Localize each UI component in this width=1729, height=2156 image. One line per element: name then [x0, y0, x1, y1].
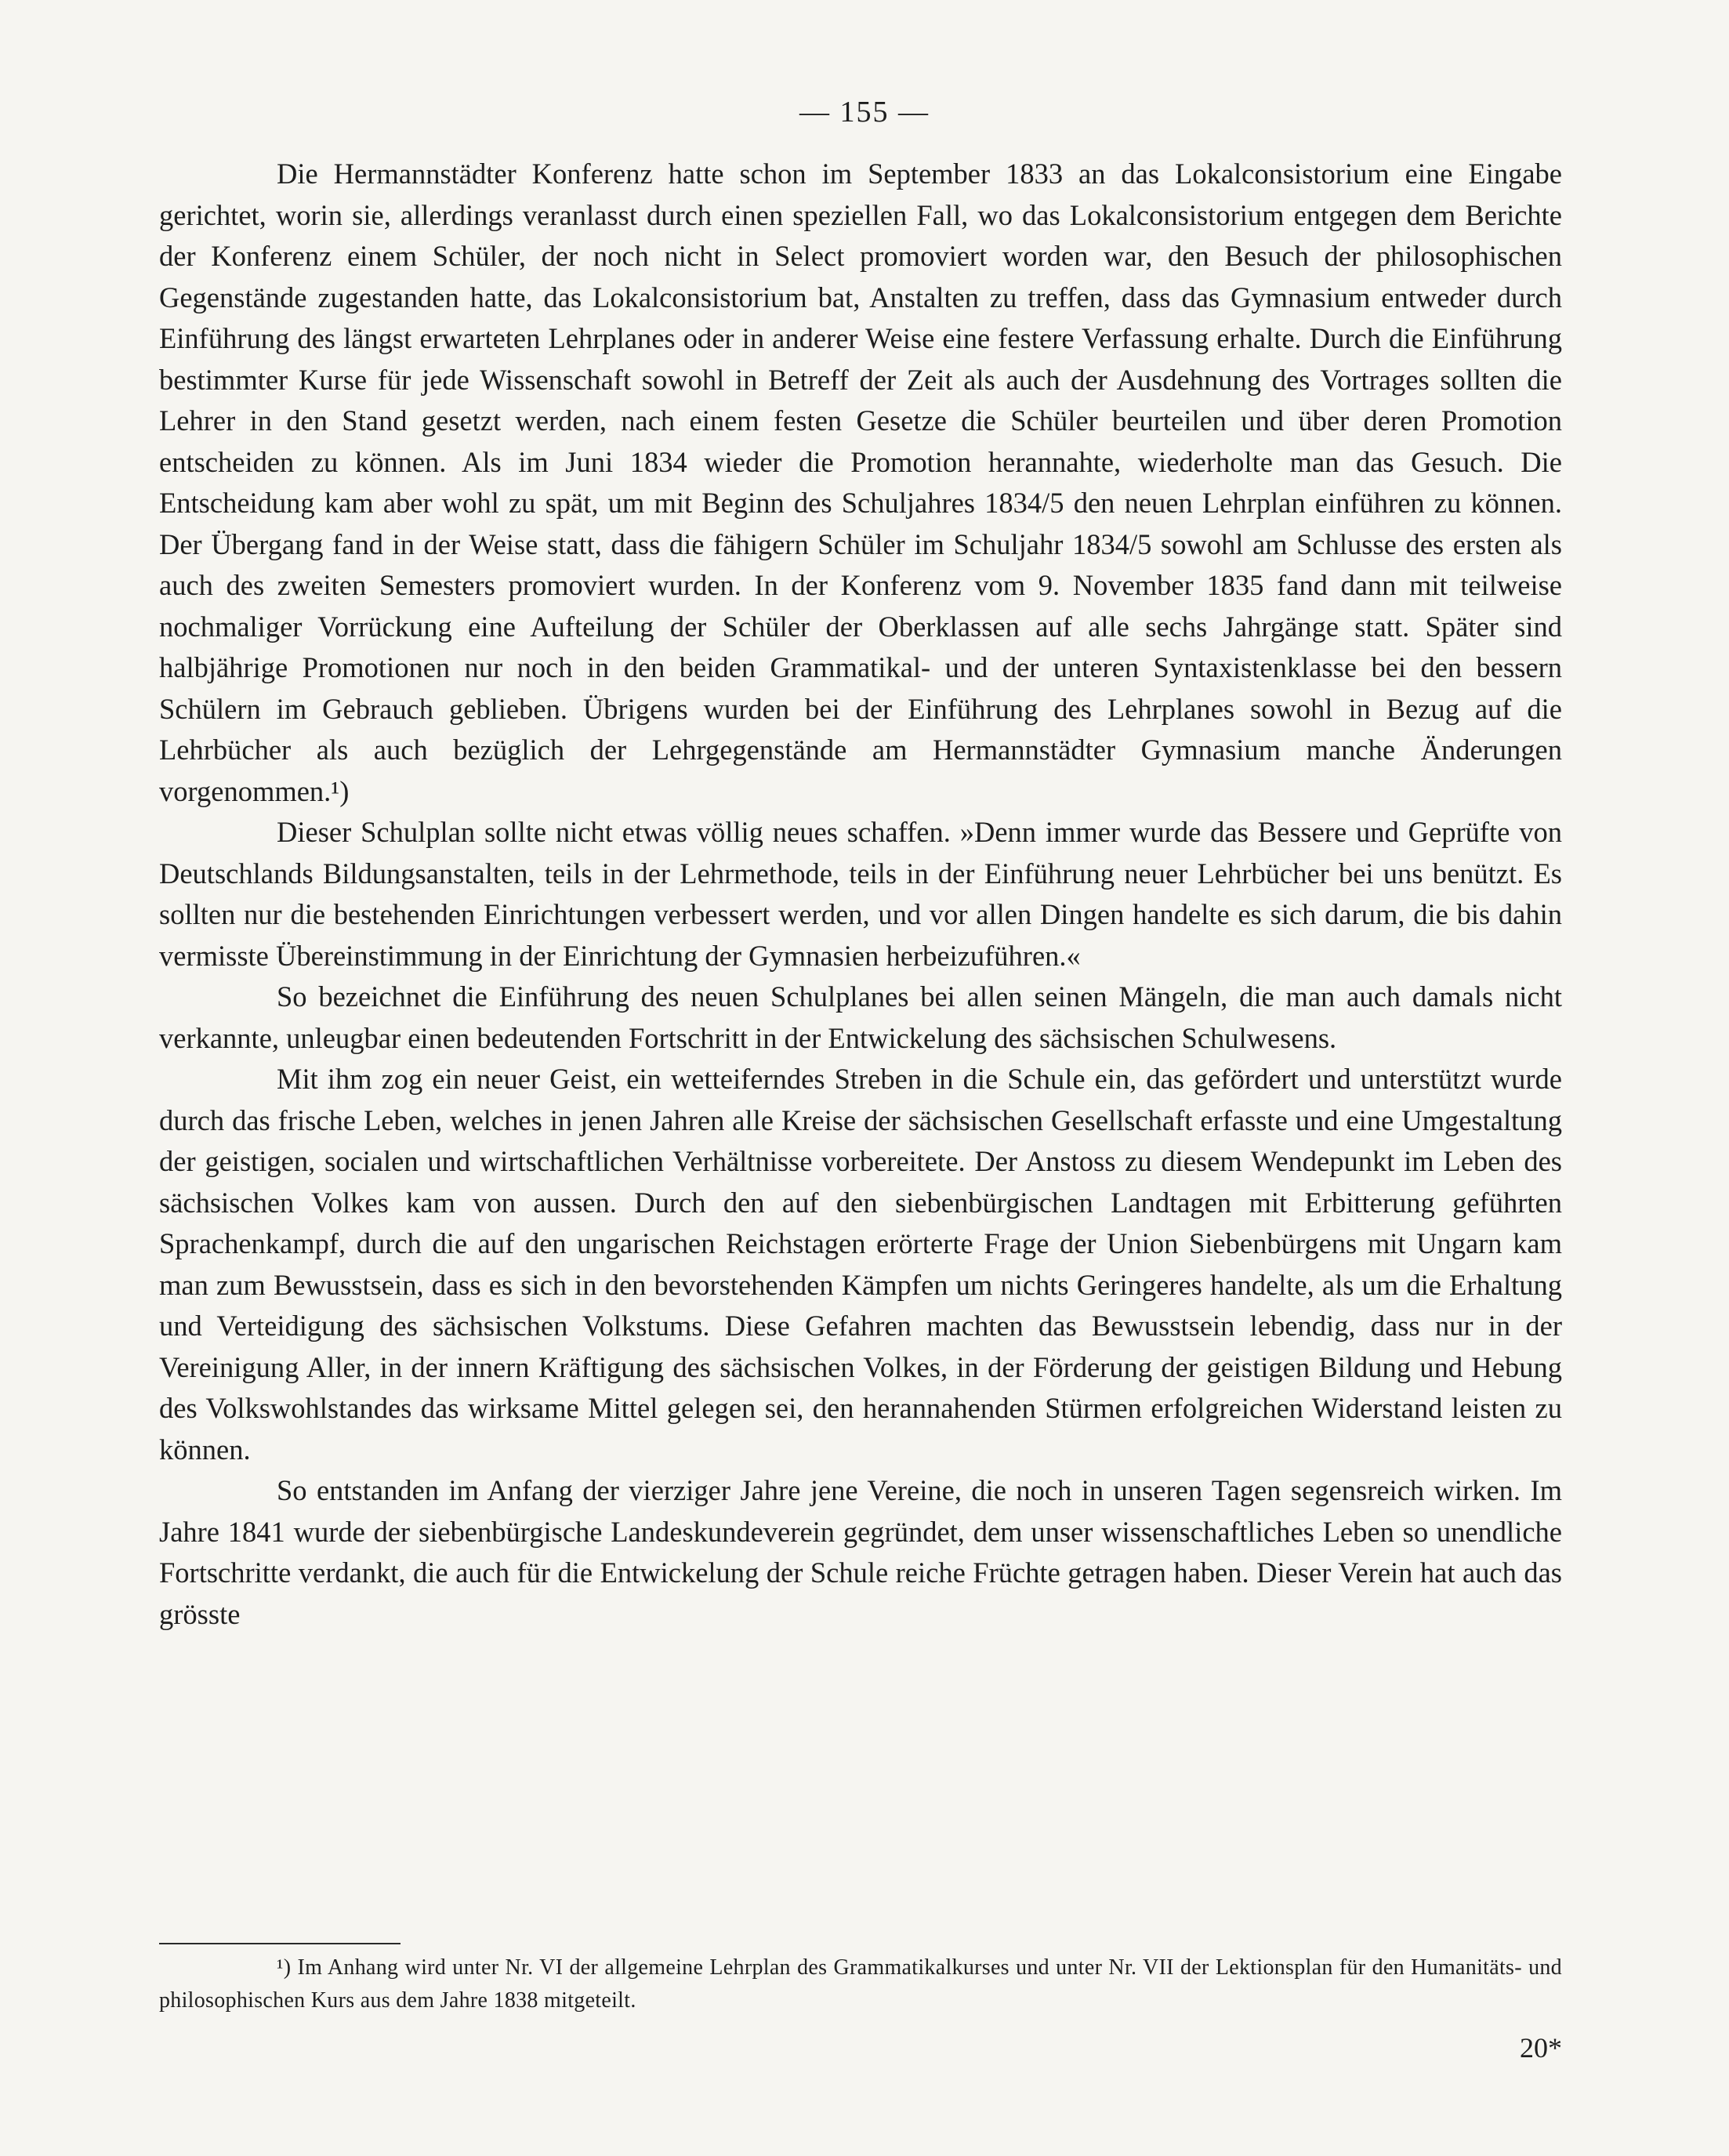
body-text [159, 154, 1562, 1635]
footnote-marker: ¹) [277, 1955, 292, 1980]
footnote-text: Im Anhang wird unter Nr. VI der allgemeine Lehrplan des Grammatikalkurses und unter Nr. VII der Lektionsplan für den Humanitäts- und philosophischen Kurs aus dem Jahre 1838 mitgeteilt. [159, 1955, 1562, 2013]
paragraph-1: Die Hermannstädter Konferenz hatte schon im September 1833 an das Lokalconsistorium eine Eingabe gerichtet, worin sie, allerdings veranlasst durch einen speziellen Fall, wo das Lokalconsistorium entgegen dem Berichte der Konferenz einem Schüler, der noch nicht in Select promoviert worden war, den Besuch der philosophischen Gegenstände zugestanden hatte, das Lokalconsistorium bat, Anstalten zu treffen, dass das Gymnasium entweder durch Einführung des längst erwarteten Lehrplanes oder in anderer Weise eine festere Verfassung erhalte. Durch die Einführung bestimmter Kurse für jede Wissenschaft sowohl in Betreff der Zeit als auch der Ausdehnung des Vortrages sollten die Lehrer in den Stand gesetzt werden, nach einem festen Gesetze die Schüler beurteilen und über deren Promotion entscheiden zu können. Als im Juni 1834 wieder die Promotion herannahte, wiederholte man das Gesuch. Die Entscheidung kam aber wohl zu spät, um mit Beginn des Schuljahres 1834/5 den neuen Lehrplan einführen zu können. Der Übergang fand in der Weise statt, dass die fähigern Schüler im Schuljahr 1834/5 sowohl am Schlusse des ersten als auch des zweiten Semesters promoviert wurden. In der Konferenz vom 9. November 1835 fand dann mit teilweise nochmaliger Vorrückung eine Aufteilung der Schüler der Oberklassen auf alle sechs Jahrgänge statt. Später sind halbjährige Promotionen nur noch in den beiden Grammatikal- und der unteren Syntaxistenklasse bei den bessern Schülern im Gebrauch geblieben. Übrigens wurden bei der Einführung des Lehrplanes sowohl in Bezug auf die Lehrbücher als auch bezüglich der Lehrgegenstände am Hermannstädter Gymnasium manche Änderungen vorgenommen.¹) [159, 158, 1562, 807]
paragraph-2: Dieser Schulplan sollte nicht etwas völlig neues schaffen. »Denn immer wurde das Bessere und Geprüfte von Deutschlands Bildungsanstalten, teils in der Lehrmethode, teils in der Einführung neuer Lehrbücher bei uns benützt. Es sollten nur die bestehenden Einrichtungen verbessert werden, und vor allen Dingen handelte es sich darum, die bis dahin vermisste Übereinstimmung in der Einrichtung der Gymnasien herbeizuführen.« [159, 816, 1562, 972]
signature-mark: 20* [1520, 2032, 1562, 2064]
footnote [159, 1951, 1562, 2017]
paragraph-3: So bezeichnet die Einführung des neuen Schulplanes bei allen seinen Mängeln, die man auch damals nicht verkannte, unleugbar einen bedeutenden Fortschritt in der Entwickelung des sächsischen Schulwesens. [159, 980, 1562, 1054]
paragraph-5: So entstanden im Anfang der vierziger Jahre jene Vereine, die noch in unseren Tagen segensreich wirken. Im Jahre 1841 wurde der siebenbürgische Landeskundeverein gegründet, dem unser wissenschaftliches Leben so unendliche Fortschritte verdankt, die auch für die Entwickelung der Schule reiche Früchte getragen haben. Dieser Verein hat auch das grösste [159, 1474, 1562, 1630]
paragraph-4: Mit ihm zog ein neuer Geist, ein wetteiferndes Streben in die Schule ein, das gefördert und unterstützt wurde durch das frische Leben, welches in jenen Jahren alle Kreise der sächsischen Gesellschaft erfasste und eine Umgestaltung der geistigen, socialen und wirtschaftlichen Verhältnisse vorbereitete. Der Anstoss zu diesem Wendepunkt im Leben des sächsischen Volkes kam von aussen. Durch den auf den siebenbürgischen Landtagen mit Erbitterung geführten Sprachenkampf, durch die auf den ungarischen Reichstagen erörterte Frage der Union Siebenbürgens mit Ungarn kam man zum Bewusstsein, dass es sich in den bevorstehenden Kämpfen um nichts Geringeres handelte, als um die Erhaltung und Verteidigung des sächsischen Volkstums. Diese Gefahren machten das Bewusstsein lebendig, dass nur in der Vereinigung Aller, in der innern Kräftigung des sächsischen Volkes, in der Förderung der geistigen Bildung und Hebung des Volkswohlstandes das wirksame Mittel gelegen sei, den herannahenden Stürmen erfolgreichen Widerstand leisten zu können. [159, 1063, 1562, 1466]
page-number: — 155 — [799, 96, 930, 129]
footnote-divider [159, 1943, 401, 1944]
